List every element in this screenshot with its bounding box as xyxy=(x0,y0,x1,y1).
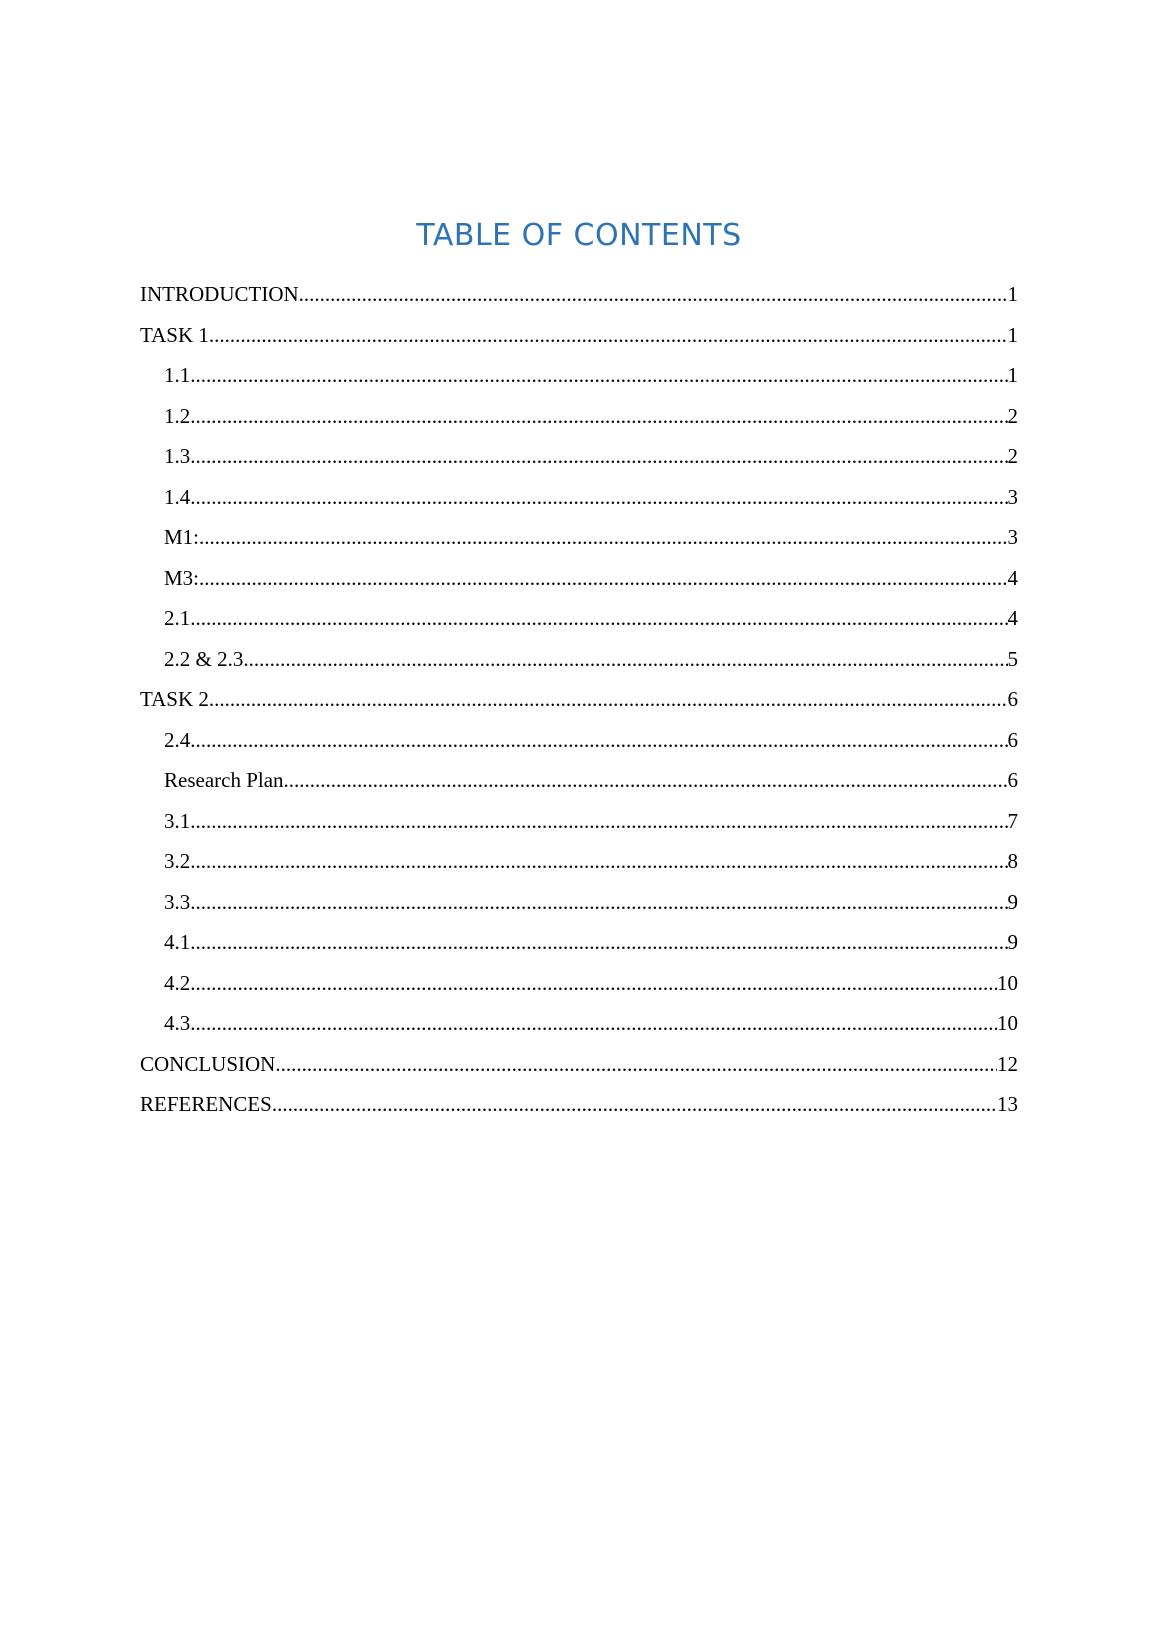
toc-entry-label: M3: xyxy=(164,565,200,590)
toc-entry[interactable] xyxy=(140,323,1018,364)
toc-entry-page-number: 4 xyxy=(1007,606,1018,630)
toc-entry-page-number: 3 xyxy=(1007,484,1018,509)
toc-entry-page-number: 12 xyxy=(997,1051,1018,1076)
toc-entry-label: 4.3 xyxy=(164,1011,191,1035)
table-of-contents xyxy=(140,282,1018,1133)
toc-entry-page-number: 5 xyxy=(1007,646,1018,671)
toc-entry-page-number: 6 xyxy=(1007,727,1018,752)
toc-entry[interactable] xyxy=(140,404,1018,445)
toc-entry[interactable] xyxy=(140,890,1018,931)
toc-dot-leader xyxy=(190,809,1007,834)
toc-entry[interactable] xyxy=(140,728,1018,769)
toc-entry-label: 3.1 xyxy=(164,808,191,833)
toc-dot-leader xyxy=(199,566,1007,591)
toc-entry[interactable] xyxy=(140,971,1018,1012)
toc-entry-page-number: 1 xyxy=(1007,322,1018,347)
toc-entry-page-number: 2 xyxy=(1007,444,1018,468)
toc-dot-leader xyxy=(275,1052,997,1077)
toc-entry[interactable] xyxy=(140,809,1018,850)
toc-entry-page-number: 10 xyxy=(997,1011,1018,1035)
toc-entry-label: 1.4 xyxy=(164,484,191,509)
toc-entry[interactable] xyxy=(140,606,1018,647)
toc-entry[interactable] xyxy=(140,444,1018,485)
toc-entry-label: 3.2 xyxy=(164,849,191,873)
toc-entry[interactable] xyxy=(140,282,1018,323)
toc-dot-leader xyxy=(190,404,1007,429)
toc-entry[interactable] xyxy=(140,485,1018,526)
toc-dot-leader xyxy=(190,485,1007,510)
toc-entry-page-number: 6 xyxy=(1007,687,1018,711)
toc-entry-page-number: 7 xyxy=(1007,808,1018,833)
toc-dot-leader xyxy=(209,323,1008,348)
toc-entry-label: M1: xyxy=(164,525,200,549)
toc-entry-label: TASK 1 xyxy=(140,322,209,347)
toc-entry-label: 1.2 xyxy=(164,403,191,428)
toc-entry-label: 4.1 xyxy=(164,930,191,954)
toc-entry-page-number: 9 xyxy=(1007,889,1018,914)
toc-entry[interactable] xyxy=(140,687,1018,728)
toc-entry[interactable] xyxy=(140,363,1018,404)
toc-entry[interactable] xyxy=(140,1052,1018,1093)
toc-dot-leader xyxy=(190,971,997,996)
toc-entry-label: INTRODUCTION xyxy=(140,282,299,306)
toc-dot-leader xyxy=(199,525,1007,550)
toc-entry-page-number: 1 xyxy=(1007,282,1018,306)
toc-entry[interactable] xyxy=(140,1011,1018,1052)
toc-entry-label: 2.1 xyxy=(164,606,191,630)
toc-entry-page-number: 13 xyxy=(997,1092,1018,1116)
toc-entry-page-number: 2 xyxy=(1007,403,1018,428)
toc-entry-label: CONCLUSION xyxy=(140,1051,276,1076)
toc-entry-label: 3.3 xyxy=(164,889,191,914)
toc-dot-leader xyxy=(190,363,1007,388)
toc-entry[interactable] xyxy=(140,930,1018,971)
toc-dot-leader xyxy=(190,606,1007,631)
toc-entry-label: 2.4 xyxy=(164,727,191,752)
toc-dot-leader xyxy=(190,890,1007,915)
toc-dot-leader xyxy=(190,1011,997,1036)
toc-dot-leader xyxy=(272,1092,997,1117)
toc-entry-label: 4.2 xyxy=(164,970,191,995)
toc-entry-page-number: 6 xyxy=(1007,768,1018,792)
toc-dot-leader xyxy=(284,768,1008,793)
toc-entry[interactable] xyxy=(140,768,1018,809)
toc-entry-page-number: 10 xyxy=(997,970,1018,995)
toc-dot-leader xyxy=(299,282,1008,307)
toc-entry-label: 2.2 & 2.3 xyxy=(164,646,244,671)
toc-dot-leader xyxy=(190,930,1007,955)
toc-entry[interactable] xyxy=(140,647,1018,688)
toc-dot-leader xyxy=(190,444,1007,469)
toc-entry[interactable] xyxy=(140,566,1018,607)
toc-entry-label: 1.3 xyxy=(164,444,191,468)
toc-entry-label: REFERENCES xyxy=(140,1092,272,1116)
toc-entry[interactable] xyxy=(140,1092,1018,1133)
toc-entry-label: 1.1 xyxy=(164,363,191,387)
toc-entry-label: Research Plan xyxy=(164,768,284,792)
toc-dot-leader xyxy=(190,849,1007,874)
toc-entry[interactable] xyxy=(140,525,1018,566)
toc-dot-leader xyxy=(209,687,1008,712)
toc-entry-page-number: 3 xyxy=(1007,525,1018,549)
toc-entry[interactable] xyxy=(140,849,1018,890)
toc-entry-page-number: 8 xyxy=(1007,849,1018,873)
toc-dot-leader xyxy=(190,728,1007,753)
toc-entry-label: TASK 2 xyxy=(140,687,209,711)
toc-title: TABLE OF CONTENTS xyxy=(416,218,742,253)
toc-dot-leader xyxy=(243,647,1007,672)
toc-entry-page-number: 4 xyxy=(1007,565,1018,590)
toc-entry-page-number: 9 xyxy=(1007,930,1018,954)
toc-entry-page-number: 1 xyxy=(1007,363,1018,387)
